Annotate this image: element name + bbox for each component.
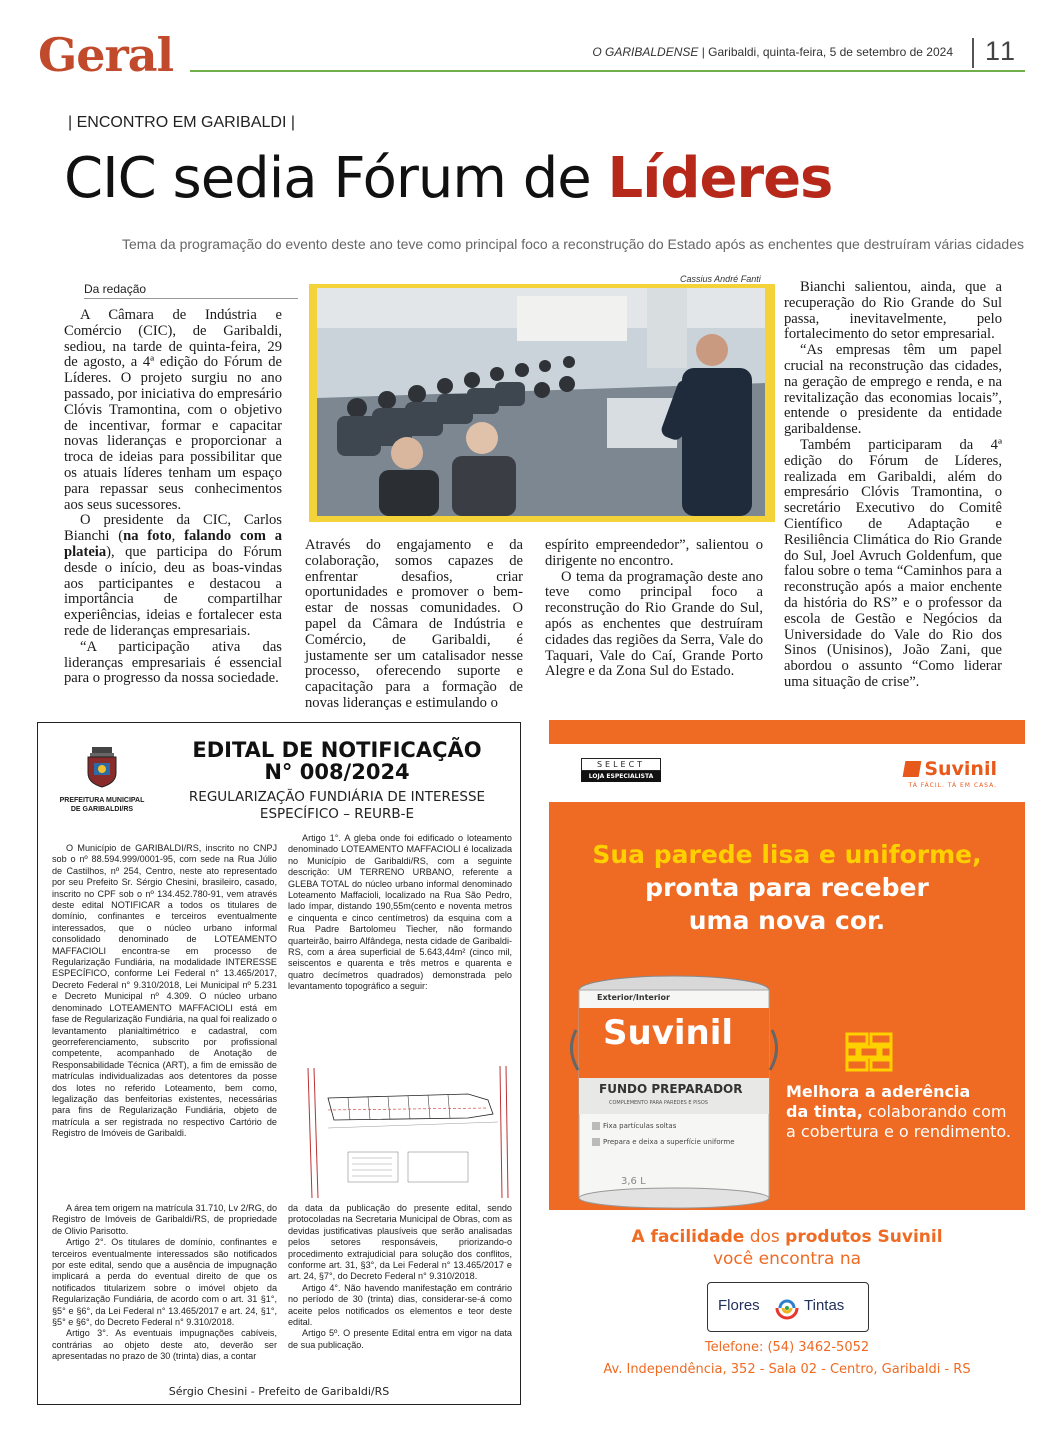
can-product: FUNDO PREPARADOR [599,1082,743,1096]
notice-title [158,739,516,783]
store-phone: Telefone: (54) 3462-5052 [704,1340,870,1355]
notice-paragraph: Artigo 1°. A gleba onde foi edificado o loteamento denominado LOTEAMENTO MAFFACIOLI é localizada no Município de Garibaldi/RS, com a seguinte descrição: UM TERRENO URBANO, referente a GLEBA TOTAL do núcleo urbano informal denominado Loteamento Maffacioli, localizado na Rua São Pedro, lado ímpar, distando 190,55m(cento e noventa metros e cinquenta e cinco centímetros) da esquina com a Rua Padre Bartolomeu Tiecher, não formando quarteirão, bairro Alfândega, nesta cidade de Garibaldi-RS, com a área superficial de 5.643,44m² (cinco mil, seiscentos e quarenta e três metros e quarenta e quatro decímetros quadrados) demonstrada pelo levantamento topográfico a seguir: [288,833,512,992]
select-sublabel: LOJA ESPECIALISTA [581,771,661,782]
event-photo [317,288,765,516]
notice-paragraph: Artigo 4°. Não havendo manifestação em contrário no período de 30 (trinta) dias, considerar-se-á como aceite pelos notificados os elementos e teor deste edital. [288,1282,512,1328]
notice-paragraph: Artigo 3°. As eventuais impugnações cabíveis, contrárias ao objeto deste ato, deverão ser apresentadas no prazo de 30 (trinta) dias, a contar [52,1328,277,1362]
store-title-bold: A facilidade [631,1227,745,1247]
ad-store-title [549,1226,1025,1270]
can-subtitle: COMPLEMENTO PARA PAREDES E PISOS [609,1100,708,1106]
notice-paragraph: da data da publicação do presente edital, sendo protocoladas na Secretaria Municipal de Obras, com as devidas justificativas plausíveis que serão analisadas pelos setores responsáveis, priorizando-o procedimento extrajudicial para solução dos conflitos, conforme art. 31, §3°, da Lei Federal n° 13.465/2017 e art. 24, §7°, do Decreto Federal n° 9.310/2018. [288,1203,512,1282]
paragraph: A Câmara de Indústria e Comércio (CIC), de Garibaldi, sediou, na tarde de quinta-feira, 29 de agosto, a 4ª edição do Fórum de Líderes. O projeto surgiu no ano passado, por iniciativa do empresário Clóvis Tramontina, com o objetivo de incentivar, formar e capacitar novas lideranças e proporcionar a troca de ideias para possibilitar que os atuais líderes tenham um espaço para repassar seus conhecimentos aos seus sucessores. [64,307,282,513]
headline-highlight: Líderes [607,146,833,211]
article-column-3 [545,538,763,680]
select-label: SELECT [581,758,661,771]
store-address: Av. Independência, 352 - Sala 02 - Centro, Garibaldi - RS [603,1362,971,1377]
page-number-divider [972,38,974,68]
notice-subtitle-line: REGULARIZAÇÃO FUNDIÁRIA DE INTERESSE [188,789,486,805]
can-bullet: Fixa partículas soltas [603,1122,677,1130]
ad-headline-line-3: uma nova cor. [688,906,886,935]
can-volume: 3,6 L [621,1176,646,1187]
article-kicker: | ENCONTRO EM GARIBALDI | [68,114,296,131]
ad-header-band [549,744,1025,802]
topographic-survey-map [288,1048,516,1200]
paragraph: Através do engajamento e da colaboração, somos capazes de enfrentar desafios, criar oportunidades e promover o bem-estar de nossas comunidades. O papel da Câmara de Indústria e Comércio, de Garibaldi, é justamente ser um catalisador nesse processo, oferecendo suporte e capacitação para a formação de novas lideranças e estimulando o [305,537,523,711]
notice-paragraph: Artigo 5º. O presente Edital entra em vigor na data de sua publicação. [288,1328,512,1350]
coat-of-arms-icon [82,745,122,789]
notice-signature: Sérgio Chesini - Prefeito de Garibaldi/RS [168,1385,390,1398]
paragraph: Também participaram da 4ª edição do Fórum de Líderes, realizada em Garibaldi, além do empresário Clóvis Tramontina, o secretário Executivo do Comitê Científico de Adaptação e Resiliência Climática do Rio Grande do Sul, Joel Avruch Goldenfum, que falou sobre o tema “Caminhos para a reconstrução após a maior enchente da história do RS” e o professor da escola de Gestão e Negócios da Universidade do Vale do Rio dos Sinos (Unisinos), João Zani, que abordou o assunto “Como liderar uma situação de crise”. [784,436,1002,690]
text-run-bold: falando com a plateia [64,528,282,560]
byline-rule [84,298,298,299]
audience-illustration [317,288,765,516]
store-title-text: dos [744,1227,786,1247]
notice-title-line: N° 008/2024 [264,760,410,784]
ad-store-band [549,1210,1025,1406]
ad-headline [549,838,1025,937]
paragraph: O tema da programação deste ano teve como principal foco a reconstrução do Rio Grande do Sul, após as enchentes que destruíram cidades das regiões da Serra, Vale do Taquari, Vale do Caí, Grande Porto Alegre e da Zona Sul do Estado. [545,568,763,680]
notice-paragraph: Artigo 2°. Os titulares de domínio, confinantes e terceiros eventualmente interessados são notificados por este edital, sendo que a ausência de impugnação implicará a perda do eventual direito de que os notificados titularizem sobre o imóvel objeto da Regularização Fundiária, de acordo com o art. 31 §1°, §5° e §6°, da Lei Federal n° 13.465/2017 e art. 24, §1°, §5° e §6°, do Decreto Federal n° 9.310/2018. [52,1237,277,1328]
flower-swirl-icon [774,1295,800,1321]
feature-text: colaborando com a cobertura e o rendimento. [786,1102,1011,1141]
notice-subtitle [158,789,516,823]
page-number: 11 [985,36,1018,66]
ad-feature-text [786,1082,1016,1142]
can-label-top: Exterior/Interior [597,993,670,1002]
suvinil-logo-text: Suvinil [924,758,997,780]
feature-bold: da tinta, [786,1102,863,1121]
prefeitura-logo [52,745,152,814]
feature-bold: Melhora a aderência [786,1082,971,1101]
text-run-bold: na foto [123,528,172,545]
date-text: Garibaldi, quinta-feira, 5 de setembro de 2024 [708,45,953,59]
notice-paragraph: A área tem origem na matrícula 31.710, Lv 2/RG, do Registro de Imóveis de Garibaldi/RS, de propriedade de Olivio Parisotto. [52,1203,277,1236]
can-brand: Suvinil [603,1013,734,1053]
text-run: , [171,528,185,545]
header-dateline [592,45,953,59]
suvinil-mark-icon [903,761,922,777]
logo-text-1: PREFEITURA MUNICIPAL [59,797,145,804]
photo-credit: Cassius André Fanti [680,274,761,284]
article-headline [64,146,832,211]
notice-bottom-left [52,1203,277,1363]
flores-tintas-logo [707,1282,869,1332]
store-name-1: Flores [718,1297,760,1314]
header-rule [190,70,1025,72]
paragraph [64,513,282,639]
legal-notice [37,722,521,1405]
suvinil-advertisement [549,720,1025,1406]
text-run: ), que participa do Fórum desde o início, deu as boas-vindas aos participantes e destacou a importância de compartilhar experiências, ideias e fortalecer esta rede de lideranças empresariais. [64,543,282,639]
text-run: O presidente da CIC, Carlos Bianchi ( [64,512,282,545]
notice-bottom-right [288,1203,512,1351]
article-column-1 [64,308,282,687]
paragraph: “A participação ativa das lideranças empresariais é essencial para o progresso da nossa sociedade. [64,638,282,687]
newspaper-name: O GARIBALDENSE [592,45,699,59]
store-title-line-2: você encontra na [712,1249,862,1269]
logo-text-2: DE GARIBALDI/RS [70,806,134,813]
suvinil-tagline: TÁ FÁCIL. TÁ EM CASA. [908,782,997,789]
paragraph: Bianchi salientou, ainda, que a recuperação do Rio Grande do Sul passa, inevitavelmente, pelo fortalecimento do setor empresarial. [784,279,1002,343]
article-column-4 [784,280,1002,691]
paragraph: “As empresas têm um papel crucial na reconstrução das cidades, na geração de emprego e renda, e na revitalização das economias locais”, entende o presidente da entidade garibaldense. [784,342,1002,438]
ad-headline-line-1: Sua parede lisa e uniforme, [592,840,982,869]
suvinil-logo [904,758,997,780]
store-name-2: Tintas [804,1297,845,1314]
notice-title-line: EDITAL DE NOTIFICAÇÃO [192,738,482,762]
select-badge [581,758,661,782]
section-title: Geral [38,28,174,82]
article-column-2 [305,538,523,712]
article-subhead: Tema da programação do evento deste ano teve como principal foco a reconstrução do Estado após as enchentes que destruíram várias cidades [122,236,1024,252]
header-divider: | [701,45,709,59]
can-bullet: Prepara e deixa a superfície uniforme [603,1138,735,1146]
brick-wall-icon [845,1032,893,1072]
notice-paragraph: O Município de GARIBALDI/RS, inscrito no CNPJ sob o nº 88.594.999/0001-95, com sede na Rua Júlio de Castilhos, nº 254, Centro, neste ato representado por seu Prefeito Sr. Sérgio Chesini, brasileiro, casado, inscrito no CPF sob o nº 134.452.780-91, vem através deste edital NOTIFICAR a todos os titulares de domínio, confinantes e terceiros eventualmente interessados, que o núcleo urbano informal consolidado denominado de LOTEAMENTO MAFFACIOLI encontra-se em processo de Regularização Fundiária, na modalidade INTERESSE ESPECÍFICO, conforme Lei Federal n° 13.465/2017, Decreto Federal n° 9.310/2018, Lei Municipal nº 5.231 e Decreto Municipal nº 4.309. O núcleo urbano denominado LOTEAMENTO MAFFACIOLI está em fase de Regularização Fundiária, na qual foi realizado o levantamento planialtimétrico e cadastral, com georreferenciamento, subscrito por profissional competente, acompanhado de Anotação de Responsabilidade Técnica (ART), a fim de emissão de matrículas individualizadas aos detentores da posse dos lotes no referido Loteamento, bem como, legalização das benfeitorias existentes, necessárias para fins de Regularização Fundiária, objeto de matrícula a ser registrada no respectivo Cartório de Registro de Imóveis de Garibaldi. [52,843,277,1139]
byline: Da redação [84,282,147,296]
ad-headline-line-2: pronta para receber [645,873,929,902]
store-title-bold: produtos Suvinil [785,1227,943,1247]
notice-subtitle-line: ESPECÍFICO – REURB-E [259,806,415,822]
headline-text: CIC sedia Fórum de [64,146,608,211]
notice-column-right [288,833,512,993]
paragraph: espírito empreendedor”, salientou o dirigente no encontro. [545,537,763,569]
notice-column-left [52,843,277,1140]
